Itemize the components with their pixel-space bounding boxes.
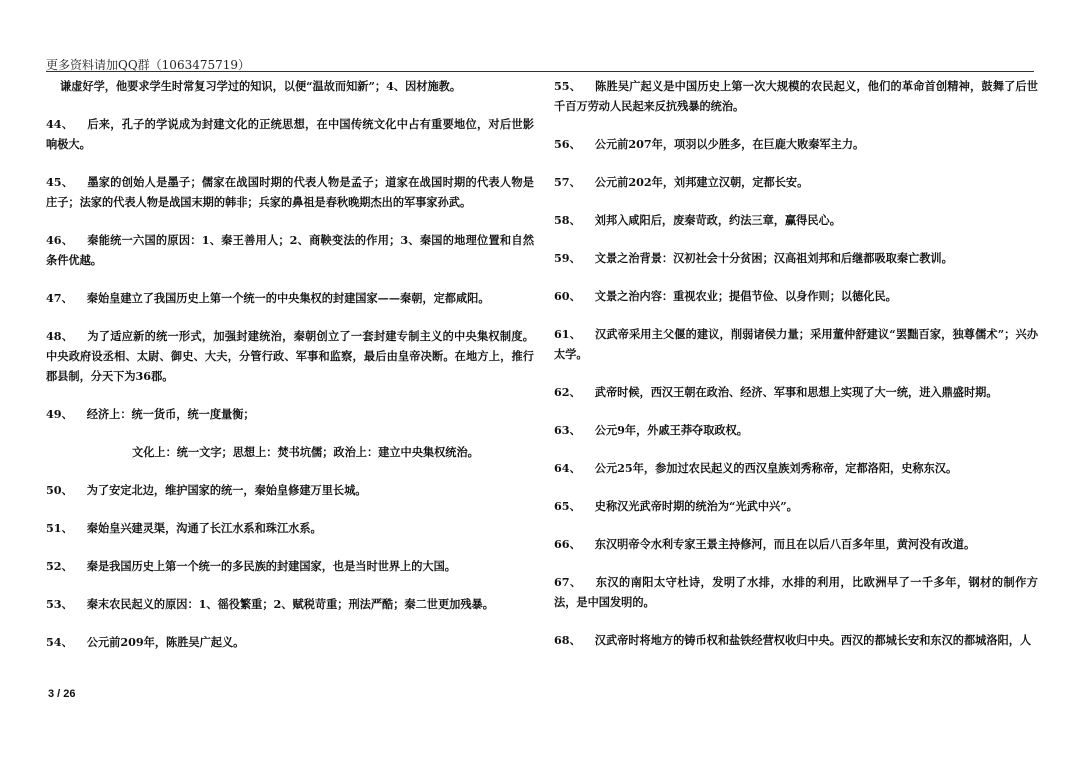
list-item: 57、 公元前202年，刘邦建立汉朝，定都长安。: [554, 175, 809, 189]
list-item: 61、 汉武帝采用主父偃的建议，削弱诸侯力量；采用董仲舒建议“罢黜百家，独尊儒术”；兴办太学。: [554, 327, 1039, 361]
list-item: 51、 秦始皇兴建灵渠，沟通了长江水系和珠江水系。: [46, 521, 322, 535]
list-item: 63、 公元9年，外戚王莽夺取政权。: [554, 423, 748, 437]
list-item: 56、 公元前207年，项羽以少胜多，在巨鹿大败秦军主力。: [554, 137, 865, 151]
list-item: 55、 陈胜吴广起义是中国历史上第一次大规模的农民起义，他们的革命首创精神，鼓舞了后世千百万劳动人民起来反抗残暴的统治。: [554, 79, 1038, 113]
list-item: 65、 史称汉光武帝时期的统治为“光武中兴”。: [554, 499, 798, 513]
header-divider: [46, 71, 1034, 72]
list-item: 67、 东汉的南阳太守杜诗，发明了水排，水排的利用，比欧洲早了一千多年，钢材的制作方法，是中国发明的。: [554, 575, 1038, 609]
right-column: [554, 76, 1038, 668]
list-item: 52、 秦是我国历史上第一个统一的多民族的封建国家，也是当时世界上的大国。: [46, 559, 456, 573]
list-item: 53、 秦末农民起义的原因：1、徭役繁重；2、赋税苛重；刑法严酷；秦二世更加残暴。: [46, 597, 494, 611]
list-item: 45、 墨家的创始人是墨子；儒家在战国时期的代表人物是孟子；道家在战国时期的代表人物是庄子；法家的代表人物是战国末期的韩非；兵家的鼻祖是春秋晚期杰出的军事家孙武。: [46, 175, 534, 209]
list-item: 49、 经济上：统一货币，统一度量衡；: [46, 407, 255, 421]
list-item: 64、 公元25年，参加过农民起义的西汉皇族刘秀称帝，定都洛阳，史称东汉。: [554, 461, 958, 475]
list-item: 59、 文景之治背景：汉初社会十分贫困；汉高祖刘邦和后继都吸取秦亡教训。: [554, 251, 953, 265]
list-item: 62、 武帝时候，西汉王朝在政治、经济、军事和思想上实现了大一统，进入鼎盛时期。: [554, 385, 998, 399]
list-item: 谦虚好学，他要求学生时常复习学过的知识，以便“温故而知新”；4、因材施教。: [60, 79, 462, 93]
list-item: 68、 汉武帝时将地方的铸币权和盐铁经营权收归中央。西汉的都城长安和东汉的都城洛阳，人: [554, 633, 1032, 647]
list-item: 50、 为了安定北边，维护国家的统一，秦始皇修建万里长城。: [46, 483, 367, 497]
list-item: 47、 秦始皇建立了我国历史上第一个统一的中央集权的封建国家——秦朝，定都咸阳。: [46, 291, 490, 305]
page-header: 更多资料请加QQ群（1063475719）: [46, 58, 251, 72]
list-item: 60、 文景之治内容：重视农业；提倡节俭、以身作则；以德化民。: [554, 289, 897, 303]
list-item: 66、 东汉明帝令水利专家王景主持修河，而且在以后八百多年里，黄河没有改道。: [554, 537, 976, 551]
left-column: [46, 76, 534, 670]
list-item: 46、 秦能统一六国的原因：1、秦王善用人；2、商鞅变法的作用；3、秦国的地理位置和自然条件优越。: [46, 233, 535, 267]
page-number: 3 / 26: [48, 688, 76, 700]
list-item-continuation: 文化上：统一文字；思想上：焚书坑儒；政治上：建立中央集权统治。: [132, 445, 479, 459]
list-item: 58、 刘邦入咸阳后，废秦苛政，约法三章，赢得民心。: [554, 213, 841, 227]
list-item: 48、 为了适应新的统一形式，加强封建统治，秦朝创立了一套封建专制主义的中央集权制度。中央政府设丞相、太尉、御史、大夫，分管行政、军事和监察，最后由皇帝决断。在地方上，推行郡县制，分天下为36郡。: [46, 329, 534, 383]
list-item: 54、 公元前209年，陈胜吴广起义。: [46, 635, 245, 649]
list-item: 44、 后来，孔子的学说成为封建文化的正统思想，在中国传统文化中占有重要地位，对后世影响极大。: [46, 117, 534, 151]
